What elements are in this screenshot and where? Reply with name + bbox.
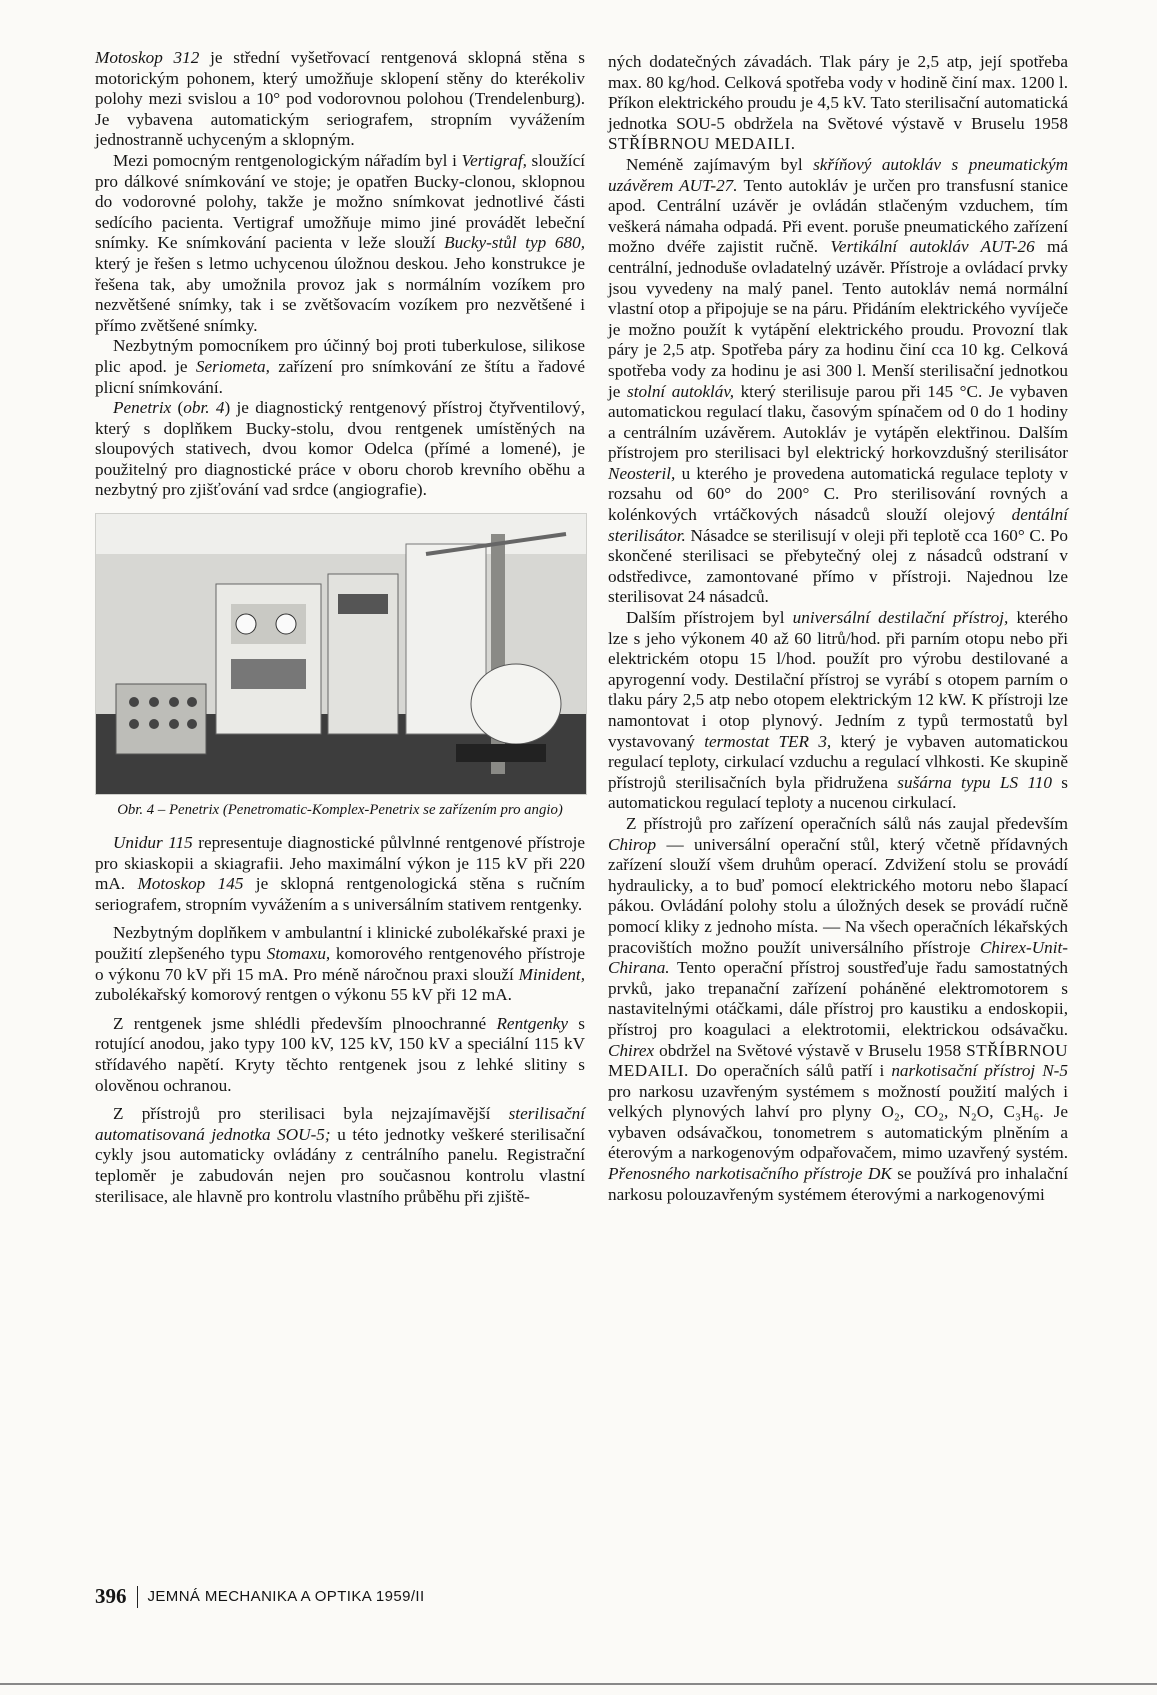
paragraph-destilacni — [608, 608, 1068, 814]
text: Násadce se sterilisují v oleji při teplotě cca 160° C. Po skončené sterilisaci se přebytečný olej z násadců odstraní v odstředivce, zamontované přímo v přístroji. Najednou lze sterilisovat 24 násadců. — [608, 525, 1068, 607]
text: obdržel na Světové výstavě v Bruselu 1958 — [654, 1040, 967, 1060]
paragraph-sterilisace — [95, 1104, 585, 1207]
text: se používá pro inhalační narkosu polouzavřeným systémem éterovými a narkogenovými — [608, 1164, 1068, 1204]
journal-title: JEMNÁ MECHANIKA A OPTIKA 1959/II — [147, 1588, 425, 1605]
paragraph-seriometa — [95, 336, 585, 398]
term-neosteril: Neosteril, — [608, 463, 676, 483]
term-aut-26: Vertikální autokláv AUT-26 — [830, 237, 1035, 257]
text: který je vybaven automatickou regulací teploty, cirkulací vzduchu a regulací vlhkosti. Ke skupině přístrojů sterilisačních byla přidružena — [608, 731, 1068, 792]
term-destilacni-pristroj: universální destilační přístroj, — [792, 608, 1009, 628]
term-bucky-stul: Bucky-stůl typ 680, — [444, 233, 585, 253]
figure-reference: obr. 4 — [183, 398, 225, 418]
text: Z rentgenek jsme shlédli především plnoochranné — [113, 1013, 497, 1033]
text: Z přístrojů pro zařízení operačních sálů nás zaujal především — [626, 813, 1068, 833]
text: ( — [171, 398, 184, 418]
text: Mezi pomocným rentgenologickým nářadím byl i — [113, 150, 462, 170]
term-chirex-unit: Chirex-Unit-Chirana. — [608, 937, 1068, 978]
text: má centrální, jednoduše ovladatelný uzávěr. Přístroje a ovládací prvky jsou vyvedeny na malý panel. Tento autokláv nemá normální vlastní otop a připojuje se na páru. Přidáním elektrického vyvíječe je možno použít k vytápění elektrického proudu. Provozní tlak páry je 2,5 atp. Spotřeba páry za hodinu činí cca 10 kg. Celková spotřeba vody za hodinu je asi 300 l. Menší sterilisační jednotkou je — [608, 237, 1068, 401]
text: zařízení pro snímkování ze štítu a řadové plicní snímkování. — [95, 356, 585, 397]
text: — universální operační stůl, který včetně přídavných zařízení slouží všem druhům operací. Zdvižení stolu se provádí hydraulicky, a to buď pomocí elektrického motoru nebo šlapací pákou. Ovládání polohy stolu a úložných desek se provádí ručně pomocí kliky z jednoho místa. — Na všech operačních lékařských pracovištích možno použít universálního přístroje — [608, 834, 1068, 957]
term-motoskop-312: Motoskop 312 — [95, 48, 200, 67]
text: je sklopná rentgenologická stěna s ručním seriografem, stropním vyvážením a s universálním stativem rentgenky. — [95, 874, 585, 914]
paragraph-penetrix — [95, 398, 585, 501]
medal-text: STŘÍBRNOU MEDAILI. — [608, 134, 796, 154]
term-ter-3: termostat TER 3, — [704, 731, 832, 751]
term-unidur-115: Unidur 115 — [113, 833, 193, 853]
text: Nezbytným doplňkem v ambulantní i klinické zubolékařské praxi je použití zlepšeného typu — [95, 923, 585, 964]
footer-divider — [137, 1586, 138, 1608]
page-bottom-edge — [0, 1683, 1157, 1685]
term-seriometa: Seriometa, — [195, 356, 270, 376]
text: s automatickou regulací teploty a nucenou cirkulací. — [608, 772, 1068, 813]
text: který je řešen s letmo uchycenou úložnou deskou. Jeho konstrukce je řešena tak, aby umožnila provoz jak s normálním vozíkem pro nezvětšené snímky, tak i se zvětšovacím vozíkem pro nezvětšené i přímo zvětšené snímky. — [95, 253, 585, 335]
paragraph-rentgenky — [95, 1014, 585, 1096]
text: u kterého je provedena automatická regulace teploty v rozsahu od 60° do 200° C. Pro sterilisování rovných a kolénkových vrtáčkových násadců slouží olejový — [608, 463, 1068, 525]
text: Nezbytným pomocníkem pro účinný boj proti tuberkulose, silikose plic apod. je — [95, 336, 585, 376]
term-stolni-autoklav: stolní autokláv, — [627, 381, 734, 401]
term-sou-5: sterilisační automatisovaná jednotka SOU-5; — [95, 1104, 585, 1144]
text: pro narkosu uzavřeným systémem s možností použití malých i velkých plynových lahví pro plyny O₂, CO₂, N₂O, C₃H₆. Je vybaven odsávačkou, tonometrem s automatickým plněním a éterovým a narkogenovým odpařovačem, mimo uzavřený systém. — [608, 1081, 1068, 1163]
term-chirop: Chirop — [608, 834, 657, 854]
right-column — [608, 52, 1068, 1205]
term-penetrix: Penetrix — [113, 398, 172, 418]
term-vertigraf: Vertigraf, — [461, 150, 527, 170]
paragraph-vertigraf — [95, 151, 585, 336]
text: u této jednotky veškeré sterilisační cykly jsou automaticky ovládány z centrálního panelu. Registrační teploměr je zabudován nejen pro současnou kontrolu vlastní sterilisace, ale hlavně pro kontrolu vlastního průběhu při zjiště- — [95, 1124, 585, 1206]
text: Z přístrojů pro sterilisaci byla nejzajímavější — [113, 1104, 509, 1124]
text: zubolékařský komorový rentgen o výkonu 55 kV při 12 mA. — [95, 985, 512, 1005]
term-minident: Minident, — [518, 964, 585, 984]
paragraph-motoskop-312 — [95, 48, 585, 151]
term-dentalni-sterilisator: dentální sterilisátor. — [608, 505, 1068, 545]
term-stomax: Stomaxu, — [266, 944, 331, 964]
paragraph-stomax — [95, 923, 585, 1005]
text: ) je diagnostický rentgenový přístroj čtyřventilový, který s doplňkem Bucky-stolu, dvou rentgenek umístěných na sloupových stativech, dvou komor Odelca (přímé a lomené), je použitelný pro diagnostické práce v oboru chorob krevního oběhu a nezbytný pro zjišťování vad srdce (angiografie). — [95, 398, 585, 500]
text: Tento autokláv je určen pro transfusní stanice apod. Centrální uzávěr je ovládán stlačeným vzduchem, tím veškerá námaha odpadá. Při event. poruše pneumatického zařízení možno dvéře zajistit ručně. — [608, 175, 1068, 257]
term-rentgenky: Rentgenky — [496, 1013, 569, 1033]
text: sloužící pro dálkové snímkování ve stoje; je opatřen Bucky-clonou, sklopnou do vodorovné polohy, takže je možno snímkovat jednotlivé části sedícího pacienta. Vertigraf umožňuje mimo jiné provádět lebeční snímky. Ke snímkování pacienta v leže slouží — [95, 150, 585, 253]
text: ných dodatečných závadách. Tlak páry je 2,5 atp, její spotřeba max. 80 kg/hod. Celková spotřeba vody v hodině činí max. 1200 l. Příkon elektrického proudu je 4,5 kV. Tato sterilisační automatická jednotka SOU-5 obdržela na Světové výstavě v Bruselu 1958 — [608, 52, 1068, 133]
paragraph-unidur — [95, 833, 585, 915]
text: komorového rentgenového přístroje o výkonu 70 kV při 15 mA. Pro méně náročnou praxi slouží — [95, 944, 585, 984]
term-chirex: Chirex — [608, 1040, 655, 1060]
text: kterého lze s jeho výkonem 40 až 60 litrů/hod. při parním otopu nebo při elektrickém otopu 15 l/hod. použít pro výrobu destilované a apyrogenní vody. Destilační přístroj se vyrábí s otopem parním o tlaku páry 2,5 atp nebo otopem elektrickým 12 kW. K přístroji lze namontovat i otop plynový. Jedním z typů termostatů byl vystavovaný — [608, 608, 1068, 751]
term-dk: Přenosného narkotisačního přístroje DK — [608, 1164, 892, 1184]
left-column — [95, 48, 585, 1207]
text: s rotující anodou, jako typy 100 kV, 125 kV, 150 kV a speciální 115 kV střídavého napětí. Kryty těchto rentgenek jsou z lehké slitiny s olověnou ochranou. — [95, 1013, 585, 1095]
figure-caption: Obr. 4 – Penetrix (Penetromatic-Komplex-Penetrix se zařízením pro angio) — [117, 802, 563, 819]
text: Dalším přístrojem byl — [626, 608, 793, 628]
text: representuje diagnostické půlvlnné rentgenové přístroje pro skiaskopii a skiagrafii. Jeho maximální výkon je 115 kV při 220 mA. — [95, 833, 585, 894]
text: který sterilisuje parou při 145 °C. Je vybaven automatickou regulací tlaku, časovým spínačem od 0 do 1 hodiny a centrálním uzávěrem. Autokláv je vytápěn elektřinou. Dalším přístrojem pro sterilisaci byl elektrický horkovzdušný sterilisátor — [608, 381, 1069, 463]
medal-text: STŘÍBRNOU MEDAILI. — [608, 1040, 1068, 1081]
text: Tento operační přístroj soustřeďuje řadu samostatných prvků, jako trepanační zařízení poháněné elektromotorem s nastavitelnými otáčkami, dále přístroj pro kaustiku a endoskopii, přístroj pro koagulaci a elektrotomii, elektrickou odsávačku. — [608, 958, 1068, 1039]
figure-photo-penetrix — [95, 513, 587, 795]
photo-illustration — [96, 514, 586, 794]
term-aut-27: skříňový autokláv s pneumatickým uzávěrem AUT-27. — [608, 154, 1068, 195]
term-susarna-ls-110: sušárna typu LS 110 — [897, 772, 1052, 792]
text: Neméně zajímavým byl — [626, 154, 814, 174]
paragraph-sou5-continued — [608, 52, 1068, 155]
page-footer — [95, 1584, 425, 1609]
text: Do operačních sálů patří i — [688, 1061, 892, 1081]
term-n-5: narkotisační přístroj N-5 — [891, 1061, 1068, 1081]
page-number: 396 — [95, 1584, 127, 1608]
term-motoskop-145: Motoskop 145 — [137, 874, 244, 894]
paragraph-operacni-saly — [608, 814, 1068, 1205]
paragraph-text: je střední vyšetřovací rentgenová sklopná stěna s motorickým pohonem, který umožňuje sklopení stěny do kterékoliv polohy mezi svislou a 10° pod vodorovnou polohou (Trendelenburg). Je vybavena automatickým seriografem, stropním vyvážením jednostranně uchyceným a sklopným. — [95, 48, 585, 150]
paragraph-autoklav — [608, 155, 1068, 608]
